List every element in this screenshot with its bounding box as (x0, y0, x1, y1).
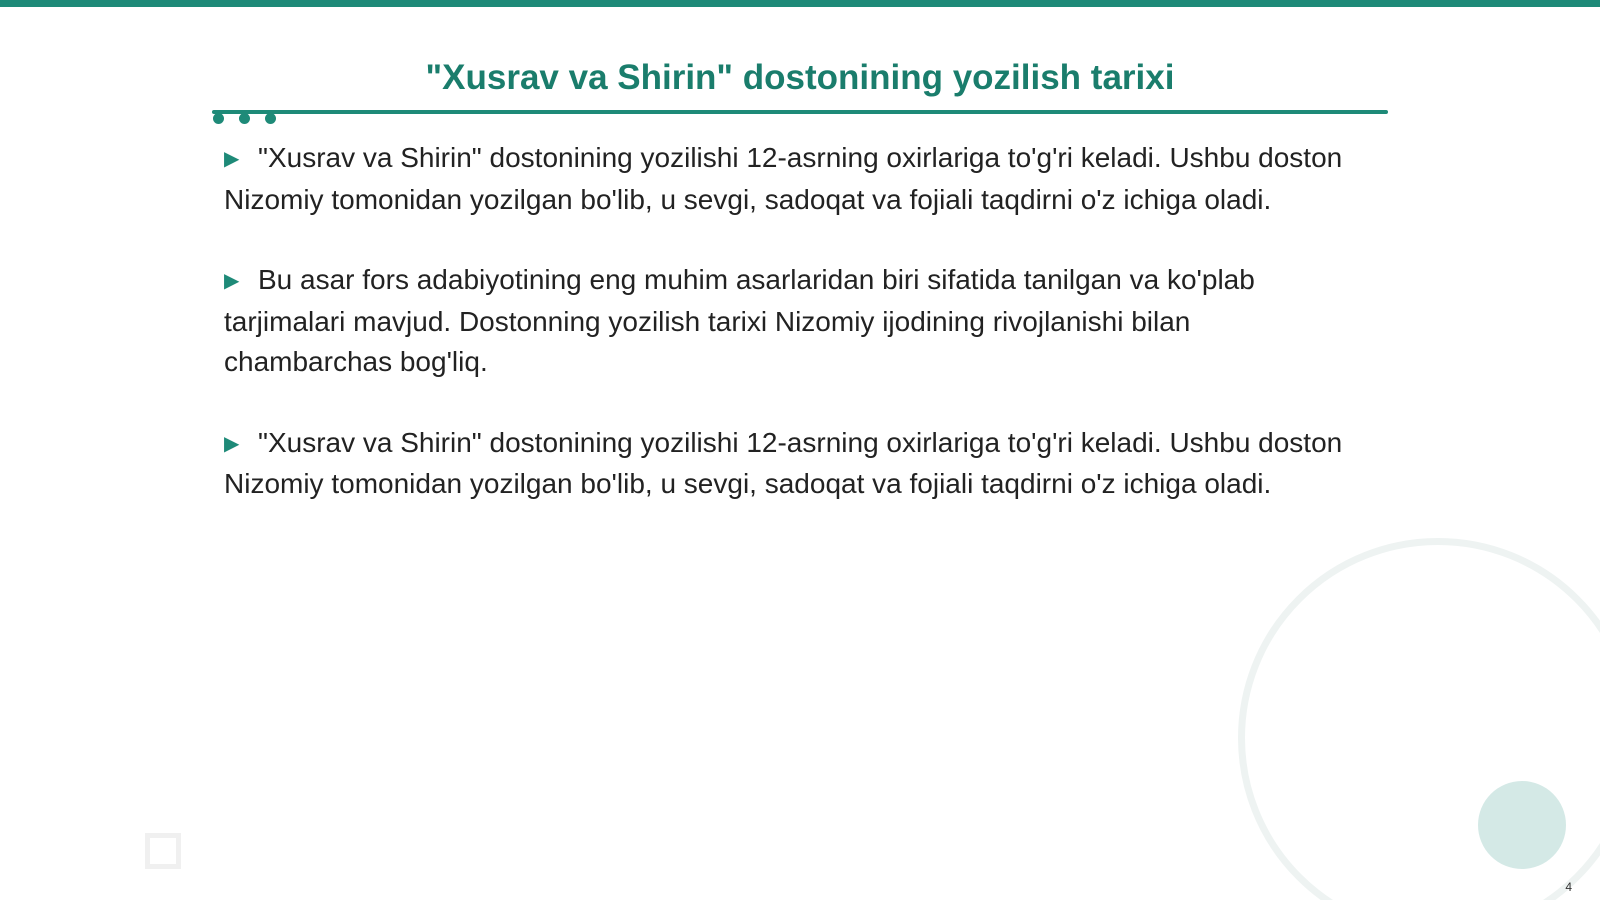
top-accent-bar (0, 0, 1600, 7)
bullet-item (224, 260, 1364, 383)
bullet-text: "Xusrav va Shirin" dostonining yozilishi 12-asrning oxirlariga to'g'ri keladi. Ushbu doston Nizomiy tomonidan yozilgan bo'lib, u sevgi, sadoqat va fojiali taqdirni o'z ichiga oladi. (224, 142, 1343, 215)
triangle-right-icon: ▶ (224, 148, 240, 170)
title-underline (212, 110, 1388, 114)
decorative-dot (239, 113, 250, 124)
slide-title: "Xusrav va Shirin" dostonining yozilish tarixi (425, 58, 1175, 97)
decorative-dot (213, 113, 224, 124)
decorative-square (145, 833, 181, 869)
bullet-item (224, 423, 1364, 505)
triangle-right-icon: ▶ (224, 270, 240, 292)
page-number: 4 (1565, 880, 1572, 894)
triangle-right-icon: ▶ (224, 432, 240, 455)
decorative-circle (1478, 781, 1566, 869)
bullet-list (224, 138, 1364, 545)
bullet-text: Bu asar fors adabiyotining eng muhim asarlaridan biri sifatida tanilgan va ko'plab tarjimalari mavjud. Dostonning yozilish tarixi Nizomiy ijodining rivojlanishi bilan chambarchas bog'liq. (224, 264, 1255, 377)
bullet-text: "Xusrav va Shirin" dostonining yozilishi 12-asrning oxirlariga to'g'ri keladi. Ushbu doston Nizomiy tomonidan yozilgan bo'lib, u sevgi, sadoqat va fojiali taqdirni o'z ichiga oladi. (224, 426, 1343, 499)
decorative-dot (265, 113, 276, 124)
bullet-item (224, 138, 1364, 220)
